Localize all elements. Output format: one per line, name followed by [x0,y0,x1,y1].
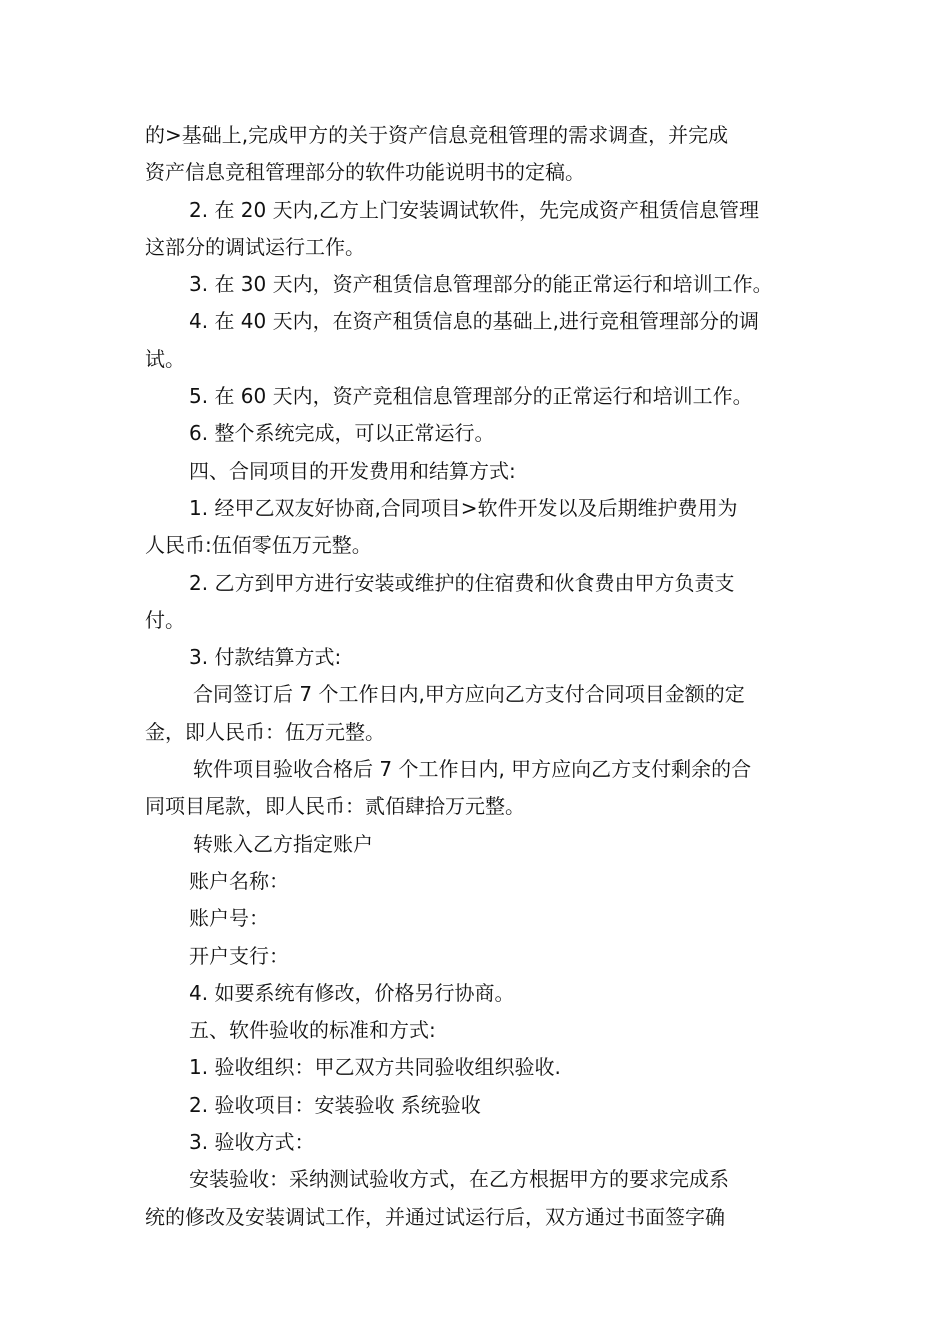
text-line: 统的修改及安装调试工作，并通过试运行后，双方通过书面签字确 [145,1204,725,1229]
text-line: 2. 乙方到甲方进行安装或维护的住宿费和伙食费由甲方负责支 [189,570,735,595]
text-line: 四、合同项目的开发费用和结算方式: [189,458,516,483]
text-line: 转账入乙方指定账户 [193,831,373,856]
text-line: 账户号： [189,906,269,931]
text-line: 五、软件验收的标准和方式: [189,1018,436,1043]
text-line: 3. 付款结算方式: [189,645,342,670]
text-line: 这部分的调试运行工作。 [145,234,365,259]
text-line: 4. 如要系统有修改，价格另行协商。 [189,980,515,1005]
text-line: 5. 在 60 天内，资产竞租信息管理部分的正常运行和培训工作。 [189,384,753,409]
text-line: 3. 验收方式： [189,1130,315,1155]
text-line: 4. 在 40 天内，在资产租赁信息的基础上,进行竞租管理部分的调 [189,309,759,334]
text-line: 同项目尾款，即人民币：贰佰肆拾万元整。 [145,794,525,819]
text-line: 2. 在 20 天内,乙方上门安装调试软件，先完成资产租赁信息管理 [189,197,759,222]
text-line: 1. 验收组织：甲乙双方共同验收组织验收. [189,1055,561,1080]
text-line: 资产信息竞租管理部分的软件功能说明书的定稿。 [145,160,585,185]
text-line: 3. 在 30 天内，资产租赁信息管理部分的能正常运行和培训工作。 [189,272,773,297]
text-line: 合同签订后 7 个工作日内,甲方应向乙方支付合同项目金额的定 [193,682,745,707]
text-line: 1. 经甲乙双友好协商,合同项目>软件开发以及后期维护费用为 [189,495,738,520]
text-line: 软件项目验收合格后 7 个工作日内, 甲方应向乙方支付剩余的合 [193,757,752,782]
text-line: 安装验收：采纳测试验收方式，在乙方根据甲方的要求完成系 [189,1167,729,1192]
document-body [145,117,810,1236]
text-line: 6. 整个系统完成，可以正常运行。 [189,421,495,446]
text-line: 金，即人民币：伍万元整。 [145,719,385,744]
text-line: 付。 [145,607,185,632]
text-line: 试。 [145,346,185,371]
text-line: 2. 验收项目：安装验收 系统验收 [189,1092,481,1117]
text-line: 的>基础上,完成甲方的关于资产信息竞租管理的需求调查，并完成 [145,123,729,147]
text-line: 账户名称： [189,868,289,893]
text-line: 开户支行： [189,943,289,968]
text-line: 人民币:伍佰零伍万元整。 [145,533,372,558]
